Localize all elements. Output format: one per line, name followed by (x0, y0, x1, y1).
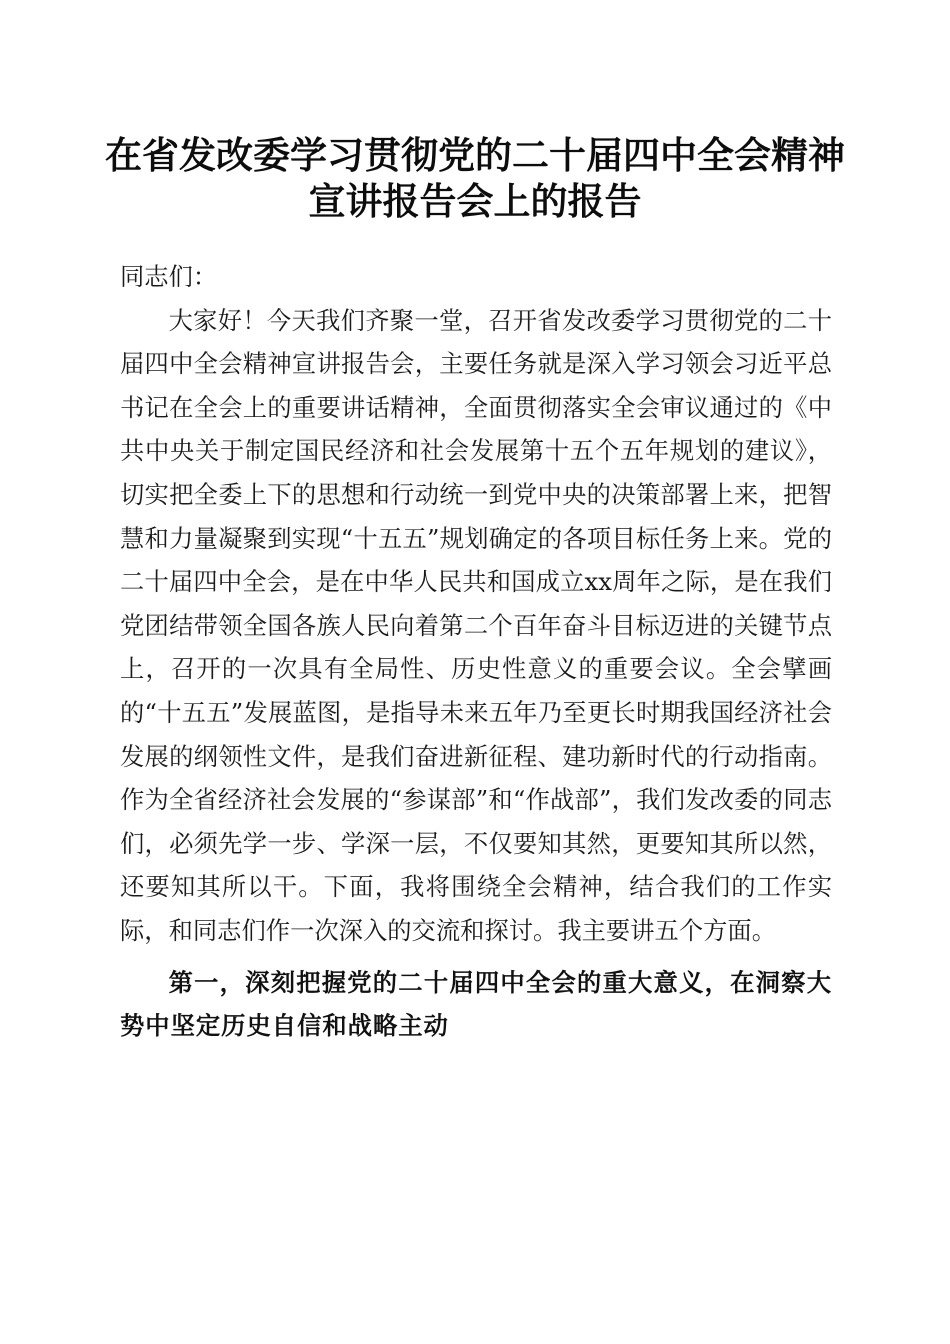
section-1-heading: 第一，深刻把握党的二十届四中全会的重大意义，在洞察大势中坚定历史自信和战略主动 (120, 967, 832, 1041)
title-line-1: 在省发改委学习贯彻党的二十届四中全会精神 (105, 133, 845, 177)
salutation: 同志们： (120, 262, 218, 291)
document-title (100, 132, 850, 224)
document-body (120, 255, 832, 1048)
title-line-2: 宣讲报告会上的报告 (308, 179, 642, 223)
opening-paragraph: 大家好！今天我们齐聚一堂，召开省发改委学习贯彻党的二十届四中全会精神宣讲报告会，主要任务就是深入学习领会习近平总书记在全会上的重要讲话精神，全面贯彻落实全会审议通过的《中共中央关于制定国民经济和社会发展第十五个五年规划的建议》，切实把全委上下的思想和行动统一到党中央的决策部署上来，把智慧和力量凝聚到实现“十五五”规划确定的各项目标任务上来。党的二十届四中全会，是在中华人民共和国成立xx周年之际，是在我们党团结带领全国各族人民向着第二个百年奋斗目标迈进的关键节点上，召开的一次具有全局性、历史性意义的重要会议。全会擘画的“十五五”发展蓝图，是指导未来五年乃至更长时期我国经济社会发展的纲领性文件，是我们奋进新征程、建功新时代的行动指南。作为全省经济社会发展的“参谋部”和“作战部”，我们发改委的同志们，必须先学一步、学深一层，不仅要知其然，更要知其所以然，还要知其所以干。下面，我将围绕全会精神，结合我们的工作实际，和同志们作一次深入的交流和探讨。我主要讲五个方面。 (120, 305, 832, 945)
